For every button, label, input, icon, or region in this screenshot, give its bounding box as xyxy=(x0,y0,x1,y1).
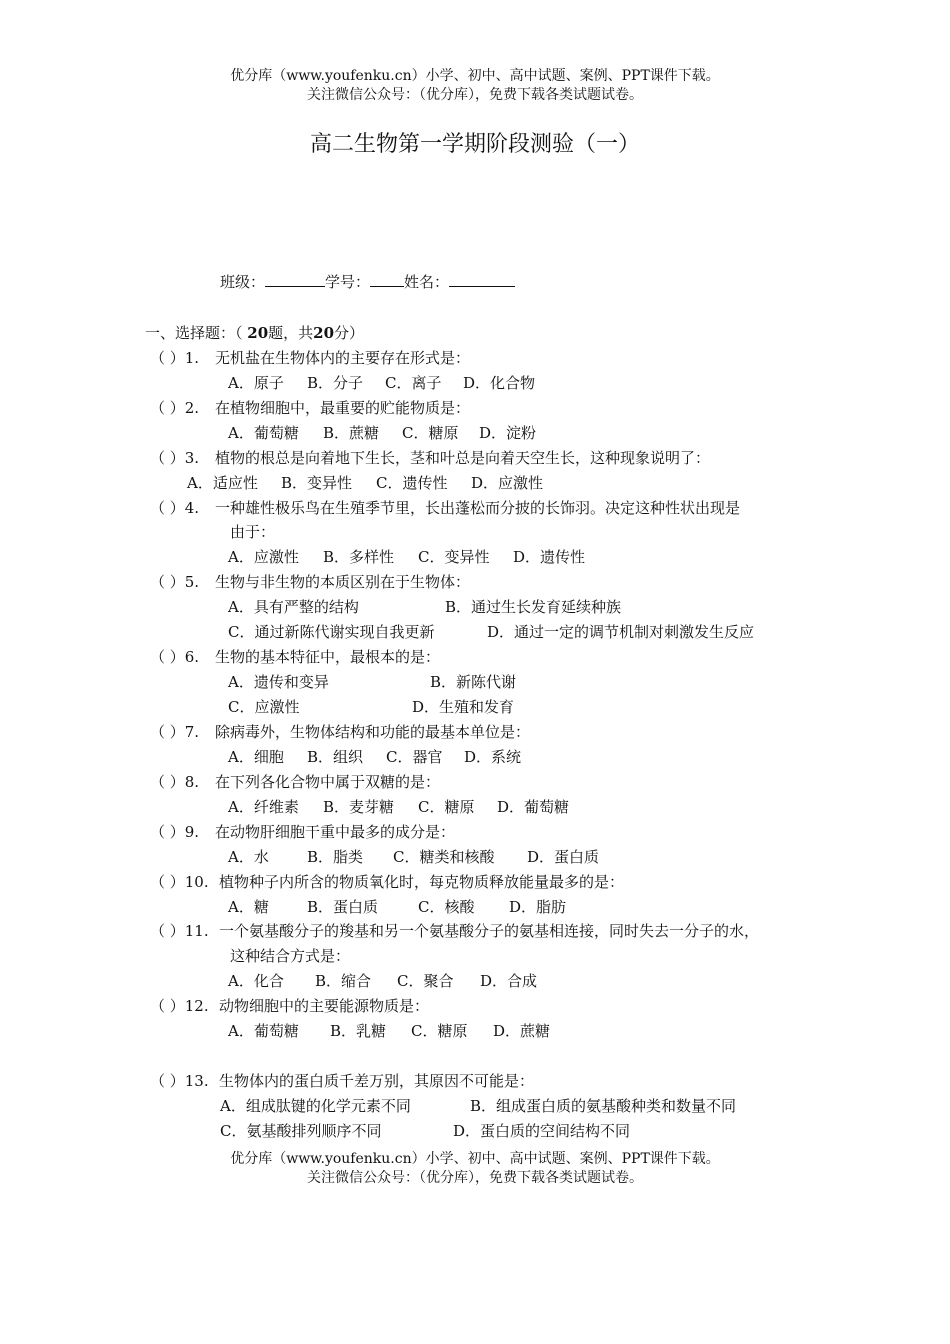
question-2-text: 在植物细胞中，最重要的贮能物质是： xyxy=(215,399,471,417)
q5-option-b[interactable]: B．通过生长发育延续种族 xyxy=(445,598,622,616)
q9-option-d[interactable]: D．蛋白质 xyxy=(527,848,600,866)
question-11-num: （ ）11. xyxy=(150,922,209,940)
question-12-text: 动物细胞中的主要能源物质是： xyxy=(219,997,430,1015)
q10-option-d[interactable]: D．脂肪 xyxy=(509,898,567,916)
question-6-num: （ ）6. xyxy=(150,648,200,666)
student-id-label: 学号： xyxy=(325,273,371,291)
q11-option-c[interactable]: C．聚合 xyxy=(397,972,454,990)
question-12-num: （ ）12. xyxy=(150,997,209,1015)
footer-line-2: 关注微信公众号：（优分库），免费下载各类试题试卷。 xyxy=(307,1170,643,1186)
q8-option-c[interactable]: C．糖原 xyxy=(418,798,475,816)
section-count: 20 xyxy=(247,324,269,342)
q3-option-d[interactable]: D．应激性 xyxy=(471,474,544,492)
q11-option-b[interactable]: B．缩合 xyxy=(315,972,372,990)
q13-option-c[interactable]: C．氨基酸排列顺序不同 xyxy=(220,1122,382,1140)
q4-option-d[interactable]: D．遗传性 xyxy=(513,548,586,566)
question-10-num: （ ）10. xyxy=(150,873,209,891)
question-7-text: 除病毒外，生物体结构和功能的最基本单位是： xyxy=(215,723,531,741)
q1-option-a[interactable]: A．原子 xyxy=(228,374,284,392)
q7-option-b[interactable]: B．组织 xyxy=(307,748,364,766)
question-13-text: 生物体内的蛋白质千差万别，其原因不可能是： xyxy=(219,1072,535,1090)
q9-option-a[interactable]: A．水 xyxy=(228,848,269,866)
q3-option-a[interactable]: A．适应性 xyxy=(187,474,258,492)
question-5-num: （ ）5. xyxy=(150,573,200,591)
q7-option-a[interactable]: A．细胞 xyxy=(228,748,284,766)
q2-option-b[interactable]: B．蔗糖 xyxy=(323,424,380,442)
q4-option-a[interactable]: A．应激性 xyxy=(228,548,299,566)
page-title: 高二生物第一学期阶段测验（一） xyxy=(309,132,640,157)
question-7-num: （ ）7. xyxy=(150,723,200,741)
q12-option-a[interactable]: A．葡萄糖 xyxy=(228,1022,299,1040)
question-11-text: 一个氨基酸分子的羧基和另一个氨基酸分子的氨基相连接，同时失去一分子的水， xyxy=(219,922,760,940)
q5-option-d[interactable]: D．通过一定的调节机制对刺激发生反应 xyxy=(487,623,755,641)
q3-option-c[interactable]: C．遗传性 xyxy=(376,474,448,492)
question-1-text: 无机盐在生物体内的主要存在形式是： xyxy=(215,349,471,367)
q12-option-d[interactable]: D．蔗糖 xyxy=(493,1022,551,1040)
q5-option-a[interactable]: A．具有严整的结构 xyxy=(228,598,359,616)
question-11-text-cont: 这种结合方式是： xyxy=(230,947,351,965)
q9-option-b[interactable]: B．脂类 xyxy=(307,848,364,866)
section-score: 20 xyxy=(313,324,335,342)
question-4-text-cont: 由于： xyxy=(230,523,276,541)
q8-option-a[interactable]: A．纤维素 xyxy=(228,798,299,816)
question-4-text: 一种雄性极乐鸟在生殖季节里，长出蓬松而分披的长饰羽。决定这种性状出现是 xyxy=(215,499,741,517)
q4-option-c[interactable]: C．变异性 xyxy=(418,548,490,566)
q13-option-b[interactable]: B．组成蛋白质的氨基酸种类和数量不同 xyxy=(470,1097,737,1115)
q6-option-d[interactable]: D．生殖和发育 xyxy=(412,698,515,716)
q10-option-a[interactable]: A．糖 xyxy=(228,898,269,916)
q10-option-b[interactable]: B．蛋白质 xyxy=(307,898,379,916)
question-1-num: （ ）1. xyxy=(150,349,200,367)
q8-option-b[interactable]: B．麦芽糖 xyxy=(323,798,395,816)
question-3-text: 植物的根总是向着地下生长，茎和叶总是向着天空生长，这种现象说明了： xyxy=(215,449,711,467)
q13-option-a[interactable]: A．组成肽键的化学元素不同 xyxy=(220,1097,411,1115)
section-heading xyxy=(145,323,364,343)
header-line-2: 关注微信公众号：（优分库），免费下载各类试题试卷。 xyxy=(307,87,643,103)
q1-option-c[interactable]: C．离子 xyxy=(385,374,442,392)
name-label: 姓名： xyxy=(404,273,450,291)
q6-option-b[interactable]: B．新陈代谢 xyxy=(430,673,517,691)
q6-option-a[interactable]: A．遗传和变异 xyxy=(228,673,329,691)
q12-option-c[interactable]: C．糖原 xyxy=(411,1022,468,1040)
section-heading-prefix: 一、选择题：（ xyxy=(145,324,248,342)
q1-option-d[interactable]: D．化合物 xyxy=(463,374,536,392)
q8-option-d[interactable]: D．葡萄糖 xyxy=(497,798,570,816)
question-8-text: 在下列各化合物中属于双糖的是： xyxy=(215,773,441,791)
q9-option-c[interactable]: C．糖类和核酸 xyxy=(393,848,495,866)
q1-option-b[interactable]: B．分子 xyxy=(307,374,364,392)
header-line-1: 优分库（www.youfenku.cn）小学、初中、高中试题、案例、PPT课件下载。 xyxy=(230,68,720,84)
section-heading-suffix: 分） xyxy=(334,324,365,342)
q2-option-c[interactable]: C．糖原 xyxy=(402,424,459,442)
question-3-num: （ ）3. xyxy=(150,449,200,467)
name-blank[interactable] xyxy=(449,272,515,287)
q6-option-c[interactable]: C．应激性 xyxy=(228,698,300,716)
question-2-num: （ ）2. xyxy=(150,399,200,417)
section-heading-mid: 题，共 xyxy=(268,324,314,342)
q2-option-a[interactable]: A．葡萄糖 xyxy=(228,424,299,442)
q2-option-d[interactable]: D．淀粉 xyxy=(479,424,537,442)
q3-option-b[interactable]: B．变异性 xyxy=(281,474,353,492)
q7-option-c[interactable]: C．器官 xyxy=(386,748,443,766)
q7-option-d[interactable]: D．系统 xyxy=(464,748,522,766)
q10-option-c[interactable]: C．核酸 xyxy=(418,898,475,916)
question-5-text: 生物与非生物的本质区别在于生物体： xyxy=(215,573,471,591)
student-id-blank[interactable] xyxy=(370,272,404,287)
class-blank[interactable] xyxy=(265,272,325,287)
question-8-num: （ ）8. xyxy=(150,773,200,791)
question-6-text: 生物的基本特征中，最根本的是： xyxy=(215,648,441,666)
q5-option-c[interactable]: C．通过新陈代谢实现自我更新 xyxy=(228,623,435,641)
class-label: 班级： xyxy=(220,273,266,291)
q13-option-d[interactable]: D．蛋白质的空间结构不同 xyxy=(453,1122,631,1140)
student-info-line xyxy=(220,272,515,292)
q11-option-d[interactable]: D．合成 xyxy=(480,972,538,990)
question-9-num: （ ）9. xyxy=(150,823,200,841)
question-10-text: 植物种子内所含的物质氧化时，每克物质释放能量最多的是： xyxy=(219,873,625,891)
q11-option-a[interactable]: A．化合 xyxy=(228,972,284,990)
question-13-num: （ ）13. xyxy=(150,1072,209,1090)
question-4-num: （ ）4. xyxy=(150,499,200,517)
q12-option-b[interactable]: B．乳糖 xyxy=(330,1022,387,1040)
footer-line-1: 优分库（www.youfenku.cn）小学、初中、高中试题、案例、PPT课件下载。 xyxy=(230,1151,720,1167)
question-9-text: 在动物肝细胞干重中最多的成分是： xyxy=(215,823,456,841)
q4-option-b[interactable]: B．多样性 xyxy=(323,548,395,566)
